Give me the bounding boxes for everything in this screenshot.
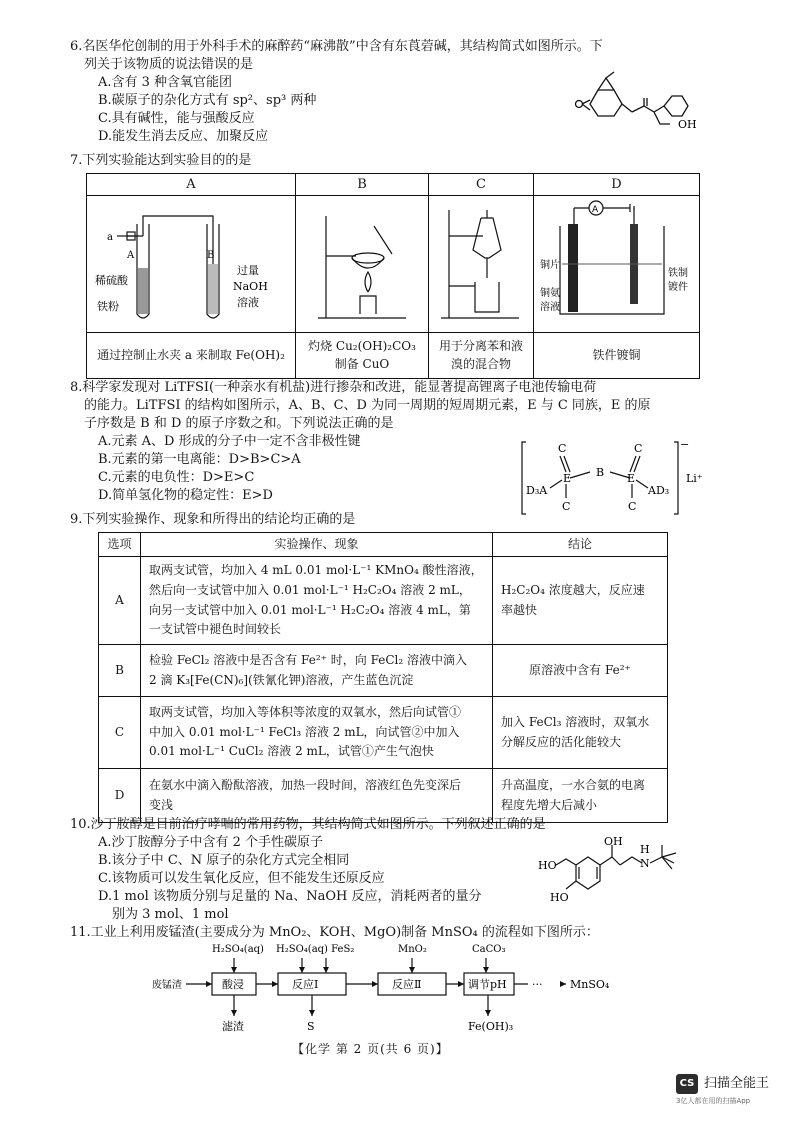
- q8-struct-c4: C: [628, 500, 637, 513]
- q10-option-b: B.该分子中 C、N 原子的杂化方式完全相同: [98, 852, 350, 868]
- q9-header-con: 结论: [493, 533, 668, 557]
- q9-row-b-key: B: [99, 645, 141, 697]
- q8-option-a: A.元素 A、D 形成的分子中一定不含非极性键: [98, 433, 361, 449]
- q9-header-op: 实验操作、现象: [141, 533, 493, 557]
- q9-row-d-op: [141, 769, 493, 823]
- q9-stem: 9.下列实验操作、现象和所得出的结论均正确的是: [70, 512, 356, 527]
- q7-caption-a: 通过控制止水夹 a 来制取 Fe(OH)₂: [87, 332, 296, 378]
- q10-option-d-line2: 别为 3 mol、1 mol: [112, 906, 229, 922]
- q9-row-d-con-line: 升高温度，一水合氨的电离: [501, 777, 646, 792]
- q9-row-a-op-line: 一支试管中褪色时间较长: [149, 622, 282, 637]
- q11-start: 废锰渣: [152, 980, 182, 991]
- litfsi-structure: [520, 438, 720, 518]
- q7-figure-b: [296, 196, 429, 333]
- q6-stem-line1: 6.名医华佗创制的用于外科手术的麻醉药“麻沸散”中含有东莨菪碱，其结构简式如图所示。下: [70, 39, 603, 54]
- q9-row-b-con-line: 原溶液中含有 Fe²⁺: [529, 662, 631, 677]
- q10-struct-oh-left: HO: [538, 859, 557, 872]
- q7a-label-naoh3: 溶液: [237, 296, 259, 309]
- q9-row-d-con: [493, 769, 668, 823]
- q11-box-4: 调节pH: [468, 978, 507, 991]
- q9-row-a-op: [141, 557, 493, 645]
- q11-input-2: H₂SO₄(aq) FeS₂: [276, 944, 355, 955]
- q9-row-a-op-line: 取两支试管，均加入 4 mL 0.01 mol·L⁻¹ KMnO₄ 酸性溶液，: [149, 562, 483, 577]
- q8-struct-c2: C: [634, 442, 643, 455]
- table-row: [99, 697, 668, 769]
- q7a-label-a: a: [107, 232, 113, 243]
- q10-struct-oh-bottom: HO: [550, 891, 569, 904]
- q11-box-2: 反应Ⅰ: [292, 978, 319, 991]
- q9-row-a-con-line: H₂C₂O₄ 浓度越大，反应速: [501, 582, 645, 597]
- q8-stem-line3: 子序数是 B 和 D 的原子序数之和。下列说法正确的是: [84, 415, 394, 431]
- q10-struct-h: H: [640, 843, 650, 856]
- q6-option-d: D.能发生消去反应、加聚反应: [98, 128, 269, 144]
- q9-row-c-con-line: 加入 FeCl₃ 溶液时，双氧水: [501, 714, 650, 729]
- q7a-label-acid: 稀硫酸: [95, 274, 128, 287]
- q7a-label-B: B: [207, 250, 215, 261]
- q9-row-d-con-line: 程度先增大后减小: [501, 797, 598, 812]
- scopolamine-structure: [568, 60, 718, 142]
- q9-row-c-op-line: 0.01 mol·L⁻¹ CuCl₂ 溶液 2 mL，试管①产生气泡快: [149, 744, 434, 759]
- q9-header-key: 选项: [99, 533, 141, 557]
- q8-struct-li: Li⁺: [686, 472, 703, 485]
- salbutamol-structure: [536, 835, 716, 910]
- q7-figure-a: [87, 196, 296, 333]
- q7d-sol2: 溶液: [540, 302, 560, 313]
- q7-table: [86, 173, 700, 379]
- q9-table: [98, 532, 668, 823]
- q9-row-a-con-line: 率越快: [501, 602, 538, 617]
- q9-row-c-key: C: [99, 697, 141, 769]
- camscanner-tagline: 3亿人都在用的扫描App: [676, 1097, 751, 1105]
- q7d-cu: 铜片: [540, 260, 560, 271]
- q11-box-1: 酸浸: [222, 978, 244, 991]
- q9-row-c-op-line: 中加入 0.01 mol·L⁻¹ FeCl₃ 溶液 2 mL，向试管②中加入: [149, 724, 460, 739]
- q6-option-a: A.含有 3 种含氧官能团: [98, 74, 233, 90]
- q10-struct-n: N: [640, 857, 650, 870]
- q7a-label-naoh2: NaOH: [233, 280, 268, 293]
- q8-option-c: C.元素的电负性：D>E>C: [98, 469, 255, 485]
- q8-stem-line1: 8.科学家发现对 LiTFSI(一种亲水有机盐)进行掺杂和改进，能显著提高锂离子电池传输电荷: [70, 380, 597, 395]
- q11-dots: ···: [532, 978, 543, 991]
- q7-header-c: C: [429, 174, 534, 196]
- q7-figure-d: [534, 196, 700, 333]
- q10-struct-oh-top: OH: [604, 835, 623, 848]
- camscanner-logo-icon: CS: [676, 1074, 698, 1094]
- q11-stem: 11.工业上利用废锰渣(主要成分为 MnO₂、KOH、MgO)制备 MnSO₄ 的流程如下图所示：: [70, 925, 599, 940]
- q9-row-b-op-line: 检验 FeCl₂ 溶液中是否含有 Fe²⁺ 时，向 FeCl₂ 溶液中滴入: [149, 652, 468, 667]
- camscanner-watermark: [676, 1074, 769, 1094]
- q7a-label-naoh1: 过量: [237, 264, 259, 277]
- q9-row-a-key: A: [99, 557, 141, 645]
- q9-row-b-op-line: 2 滴 K₃[Fe(CN)₆](铁氰化钾)溶液，产生蓝色沉淀: [149, 672, 414, 687]
- q8-stem-line2: 的能力。LiTFSI 的结构如图所示，A、B、C、D 为同一周期的短周期元素，E 与 C 同族，E 的原: [84, 397, 651, 413]
- q7-figure-c: [429, 196, 534, 333]
- q8-struct-e2: E: [627, 472, 636, 485]
- q6-option-b: B.碳原子的杂化方式有 sp²、sp³ 两种: [98, 92, 317, 108]
- q8-struct-e1: E: [563, 472, 572, 485]
- q7d-ammeter: A: [592, 205, 599, 215]
- q9-row-c-con-line: 分解反应的活化能较大: [501, 734, 622, 749]
- q11-input-3: MnO₂: [398, 944, 427, 955]
- q11-box-3: 反应Ⅱ: [392, 978, 422, 991]
- table-row: [99, 769, 668, 823]
- table-row: [99, 645, 668, 697]
- q9-row-a-op-line: 向另一支试管中加入 0.01 mol·L⁻¹ H₂C₂O₄ 溶液 4 mL，第: [149, 602, 471, 617]
- q11-output-2: S: [307, 1020, 315, 1033]
- q8-struct-c1: C: [558, 442, 567, 455]
- q9-row-c-con: [493, 697, 668, 769]
- q6-struct-oh: OH: [678, 118, 697, 131]
- q8-option-b: B.元素的第一电离能：D>B>C>A: [98, 451, 301, 467]
- q11-output-1: 滤渣: [222, 1020, 244, 1033]
- q10-option-a: A.沙丁胺醇分子中含有 2 个手性碳原子: [98, 834, 324, 850]
- q11-flowchart: [152, 940, 632, 1040]
- q7a-label-iron: 铁粉: [97, 300, 119, 313]
- q11-input-1: H₂SO₄(aq): [212, 944, 264, 955]
- q7-caption-d: 铁件镀铜: [534, 332, 700, 378]
- q7a-label-A: A: [127, 250, 135, 261]
- q9-row-d-op-line: 变浅: [149, 797, 174, 812]
- page-footer: 【化学 第 2 页(共 6 页)】: [292, 1042, 449, 1056]
- q9-row-b-con: [493, 645, 668, 697]
- q7d-fe2: 镀件: [668, 282, 688, 293]
- question-7: [70, 152, 710, 170]
- q8-option-d: D.简单氢化物的稳定性：E>D: [98, 487, 273, 503]
- q6-stem-line2: 列关于该物质的说法错误的是: [84, 56, 254, 72]
- q7d-fe1: 铁制: [668, 268, 688, 279]
- q7-caption-b: 灼烧 Cu₂(OH)₂CO₃ 制备 CuO: [296, 332, 429, 378]
- q11-output-3: Fe(OH)₃: [468, 1020, 514, 1033]
- q9-row-a-op-line: 然后向一支试管中加入 0.01 mol·L⁻¹ H₂C₂O₄ 溶液 2 mL，: [149, 582, 471, 597]
- camscanner-name: 扫描全能王: [704, 1076, 770, 1092]
- table-row: [99, 557, 668, 645]
- q6-option-c: C.具有碱性，能与强酸反应: [98, 110, 255, 126]
- q9-row-c-op-line: 取两支试管，均加入等体积等浓度的双氧水，然后向试管①: [149, 704, 462, 719]
- q7d-sol1: 铜氨: [540, 288, 560, 299]
- q9-row-d-key: D: [99, 769, 141, 823]
- q10-option-c: C.该物质可以发生氧化反应，但不能发生还原反应: [98, 870, 385, 886]
- q7-header-d: D: [534, 174, 700, 196]
- question-9: [70, 511, 710, 529]
- q10-stem: 10.沙丁胺醇是目前治疗哮喘的常用药物，其结构简式如图所示。下列叙述正确的是: [70, 817, 546, 832]
- q9-row-a-con: [493, 557, 668, 645]
- q11-end: MnSO₄: [570, 978, 610, 991]
- q7-caption-c: 用于分离苯和液溴的混合物: [429, 332, 534, 378]
- q7-header-b: B: [296, 174, 429, 196]
- q8-struct-b: B: [596, 466, 605, 479]
- q7-header-a: A: [87, 174, 296, 196]
- q11-input-4: CaCO₃: [472, 944, 506, 955]
- q7-stem: 7.下列实验能达到实验目的的是: [70, 153, 252, 168]
- q8-struct-c3: C: [562, 500, 571, 513]
- q9-row-b-op: [141, 645, 493, 697]
- q9-row-d-op-line: 在氨水中滴入酚酞溶液，加热一段时间，溶液红色先变深后: [149, 777, 462, 792]
- q9-row-c-op: [141, 697, 493, 769]
- q10-option-d-line1: D.1 mol 该物质分别与足量的 Na、NaOH 反应，消耗两者的量分: [98, 888, 482, 904]
- q8-struct-d3a: D₃A: [526, 484, 548, 497]
- q8-struct-minus: −: [680, 438, 690, 451]
- q8-struct-ad3: AD₃: [648, 484, 670, 497]
